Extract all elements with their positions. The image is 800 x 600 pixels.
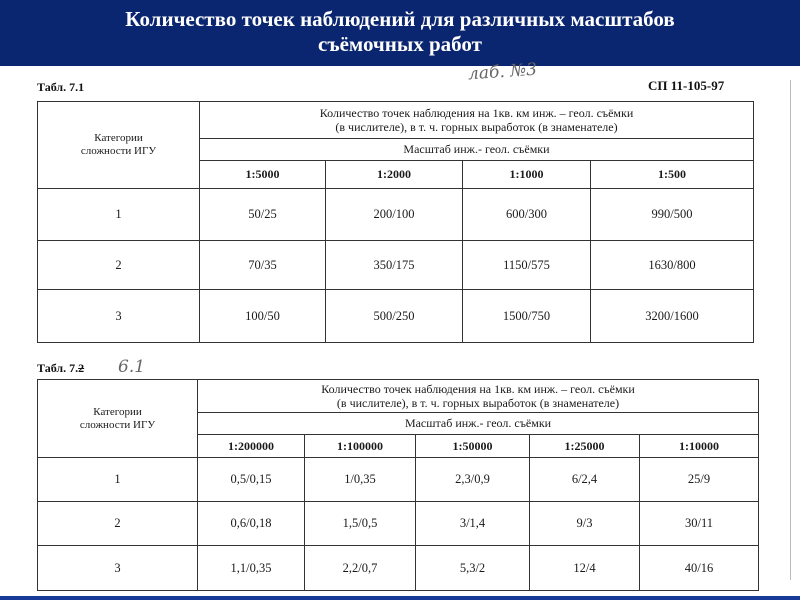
table1-scale-3: 1:1000 — [463, 161, 591, 189]
table1-cell: 100/50 — [200, 290, 326, 343]
table2-row-header — [38, 380, 198, 458]
table2-scale-2: 1:100000 — [305, 435, 416, 458]
table2-cell: 5,3/2 — [416, 546, 530, 591]
table2-cell: 0,6/0,18 — [198, 502, 305, 546]
table1-cell: 350/175 — [326, 241, 463, 290]
table-row — [38, 458, 759, 502]
table2-scale-header: Масштаб инж.- геол. съёмки — [198, 413, 759, 435]
table2-scale-4: 1:25000 — [530, 435, 640, 458]
table2-cell: 0,5/0,15 — [198, 458, 305, 502]
table-row — [38, 241, 754, 290]
table1-cell: 600/300 — [463, 189, 591, 241]
table1-column-header-line-2: (в числителе), в т. ч. горных выработок (в знаменателе) — [335, 120, 618, 134]
table2-scale-3: 1:50000 — [416, 435, 530, 458]
table1-row-header-line-2: сложности ИГУ — [80, 145, 157, 157]
table2-column-header — [198, 380, 759, 413]
table2-row-header-line-2: сложности ИГУ — [79, 418, 156, 431]
table1-category: 2 — [38, 241, 200, 290]
table2-category: 2 — [38, 502, 198, 546]
table1-column-header-line-1: Количество точек наблюдения на 1кв. км инж. – геол. съёмки — [319, 106, 634, 120]
slide-title-line-1: Количество точек наблюдений для различных масштабов — [125, 7, 675, 31]
table1-row-header-line-1: Категории — [94, 132, 143, 144]
table2 — [37, 379, 759, 591]
table2-cell: 2,2/0,7 — [305, 546, 416, 591]
table1-label: Табл. 7.1 — [37, 80, 85, 94]
bottom-accent-bar — [0, 596, 800, 600]
table1-scale-2: 1:2000 — [326, 161, 463, 189]
table-row — [38, 546, 759, 591]
table1-column-header — [200, 102, 754, 139]
table2-category: 3 — [38, 546, 198, 591]
table-row — [38, 502, 759, 546]
table2-cell: 1,1/0,35 — [198, 546, 305, 591]
table1-cell: 1630/800 — [591, 241, 754, 290]
table1-cell: 1150/575 — [463, 241, 591, 290]
table1-scale-1: 1:5000 — [200, 161, 326, 189]
handwritten-correction: 6.1 — [118, 357, 146, 377]
table2-column-header-line-2: (в числителе), в т. ч. горных выработок (в знаменателе) — [336, 396, 620, 410]
table1-cell: 3200/1600 — [591, 290, 754, 343]
table1-cell: 70/35 — [200, 241, 326, 290]
table2-row-header-line-1: Категории — [93, 405, 142, 418]
table1-category: 1 — [38, 189, 200, 241]
handwritten-note: лаб. №3 — [467, 59, 538, 85]
table2-cell: 9/3 — [530, 502, 640, 546]
table2-cell: 2,3/0,9 — [416, 458, 530, 502]
slide-title-line-2: съёмочных работ — [318, 32, 482, 56]
table1-scale-4: 1:500 — [591, 161, 754, 189]
table2-label-struck: 2 — [78, 361, 85, 375]
table-row — [38, 290, 754, 343]
table1 — [37, 101, 754, 343]
table-row — [38, 189, 754, 241]
table1-cell: 990/500 — [591, 189, 754, 241]
table2-category: 1 — [38, 458, 198, 502]
table1-cell: 1500/750 — [463, 290, 591, 343]
table2-scale-1: 1:200000 — [198, 435, 305, 458]
table2-column-header-line-1: Количество точек наблюдения на 1кв. км инж. – геол. съёмки — [321, 382, 635, 396]
table2-cell: 3/1,4 — [416, 502, 530, 546]
table2-cell: 6/2,4 — [530, 458, 640, 502]
table1-cell: 200/100 — [326, 189, 463, 241]
table1-scale-header: Масштаб инж.- геол. съёмки — [200, 139, 754, 161]
table2-cell: 12/4 — [530, 546, 640, 591]
table1-row-header — [38, 102, 200, 189]
table1-cell: 500/250 — [326, 290, 463, 343]
slide-title — [0, 0, 800, 66]
table2-cell: 30/11 — [640, 502, 759, 546]
table2-label — [37, 361, 84, 376]
table2-scale-5: 1:10000 — [640, 435, 759, 458]
table1-cell: 50/25 — [200, 189, 326, 241]
scan-edge-line — [790, 80, 791, 580]
table1-category: 3 — [38, 290, 200, 343]
table2-cell: 1,5/0,5 — [305, 502, 416, 546]
standard-code: СП 11-105-97 — [648, 78, 725, 93]
table2-label-prefix: Табл. 7. — [37, 361, 79, 375]
table2-cell: 25/9 — [640, 458, 759, 502]
table2-cell: 40/16 — [640, 546, 759, 591]
table2-cell: 1/0,35 — [305, 458, 416, 502]
